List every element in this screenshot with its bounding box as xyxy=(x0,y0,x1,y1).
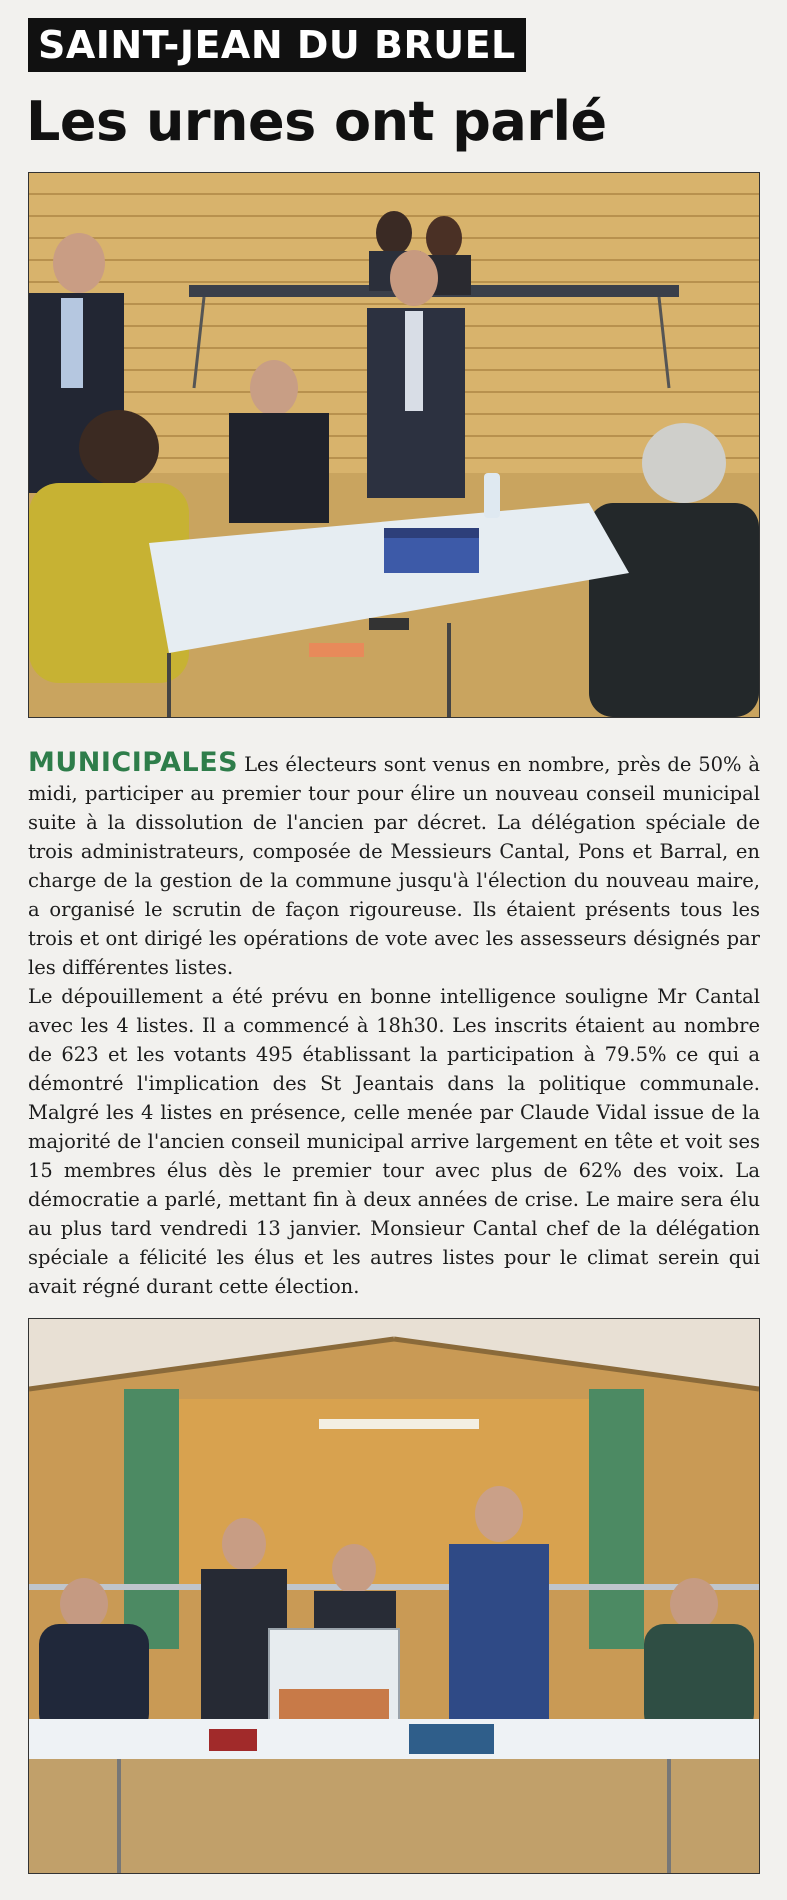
article-paragraph-1-text: Les électeurs sont venus en nombre, près de 50% à midi, participer au premier tour pour élire un nouveau conseil municipal suite à la dissolution de l'ancien par décret. La délégation spéciale de trois administrateurs, composée de Messieurs Cantal, Pons et Barral, en charge de la gestion de la commune jusqu'à l'élection du nouveau maire, a organisé le scrutin de façon rigoureuse. Ils étaient présents tous les trois et ont dirigé les opérations de vote avec les assesseurs désignés par les différentes listes. xyxy=(28,753,760,979)
group-photo-illustration xyxy=(29,1319,759,1873)
section-kicker: SAINT-JEAN DU BRUEL xyxy=(28,18,526,72)
article-body xyxy=(28,748,760,1301)
page-title: Les urnes ont parlé xyxy=(26,90,607,153)
group-photo xyxy=(28,1318,760,1874)
article-paragraph-1 xyxy=(28,748,760,982)
counting-photo xyxy=(28,172,760,718)
lead-word: MUNICIPALES xyxy=(28,747,239,778)
article-paragraph-2: Le dépouillement a été prévu en bonne intelligence souligne Mr Cantal avec les 4 listes. Il a commencé à 18h30. Les inscrits étaient au nombre de 623 et les votants 495 établissant la participation à 79.5% ce qui a démontré l'implication des St Jeantais dans la politique communale. Malgré les 4 listes en présence, celle menée par Claude Vidal issue de la majorité de l'ancien conseil municipal arrive largement en tête et voit ses 15 membres élus dès le premier tour avec plus de 62% des voix. La démocratie a parlé, mettant fin à deux années de crise. Le maire sera élu au plus tard vendredi 13 janvier. Monsieur Cantal chef de la délégation spéciale a félicité les élus et les autres listes pour le climat serein qui avait régné durant cette élection. xyxy=(28,985,760,1298)
counting-photo-illustration xyxy=(29,173,759,717)
